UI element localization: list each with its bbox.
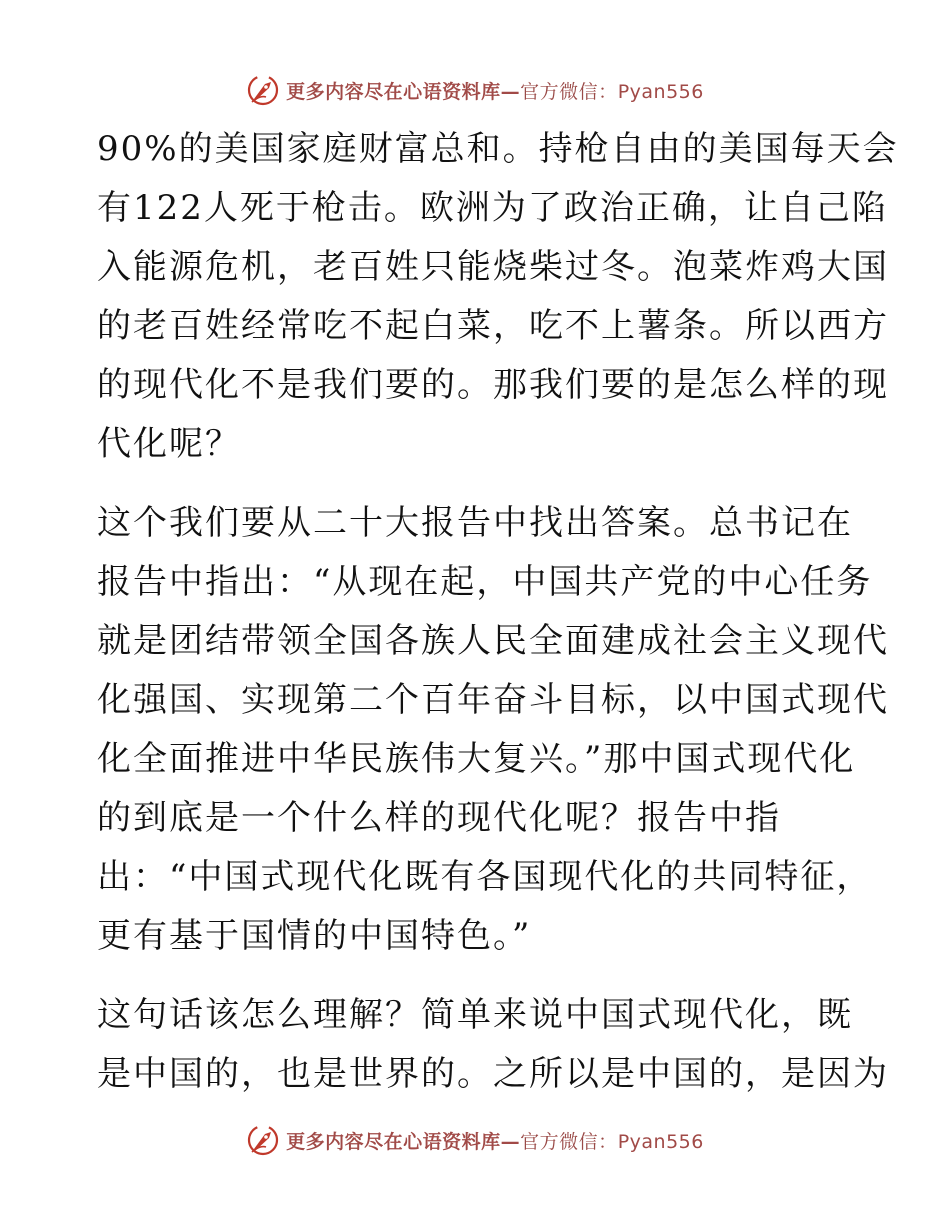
footer-banner-wechat-label: 官方微信： xyxy=(520,1130,618,1153)
text-line: 这个我们要从二十大报告中找出答案。总书记在 xyxy=(97,503,853,543)
text-line: 就是团结带领全国各族人民全面建成社会主义现代 xyxy=(97,621,889,661)
paragraph-2 xyxy=(97,494,889,966)
paragraph-1 xyxy=(97,120,899,474)
footer-banner-text xyxy=(286,1127,704,1154)
text-line: 入能源危机，老百姓只能烧柴过冬。泡菜炸鸡大国 xyxy=(97,247,889,287)
footer-banner xyxy=(0,1120,950,1160)
header-banner xyxy=(0,70,950,110)
text-line: 的老百姓经常吃不起白菜，吃不上薯条。所以西方 xyxy=(97,306,889,346)
text-line: 这句话该怎么理解？简单来说中国式现代化，既 xyxy=(97,995,853,1035)
pen-nib-logo-icon xyxy=(246,73,280,107)
footer-banner-title: 更多内容尽在心语资料库 xyxy=(286,1130,501,1153)
header-banner-text xyxy=(286,77,704,104)
footer-banner-dash: — xyxy=(500,1130,521,1153)
text-line: 化强国、实现第二个百年奋斗目标，以中国式现代 xyxy=(97,680,889,720)
text-line: 化全面推进中华民族伟大复兴。”那中国式现代化 xyxy=(97,739,856,779)
text-line: 更有基于国情的中国特色。” xyxy=(97,916,532,956)
text-line: 代化呢？ xyxy=(97,424,241,464)
footer-banner-wechat-id: Pyan556 xyxy=(617,1130,704,1153)
text-line: 90%的美国家庭财富总和。持枪自由的美国每天会 xyxy=(97,129,899,169)
header-banner-title: 更多内容尽在心语资料库 xyxy=(286,80,501,103)
paragraph-3 xyxy=(97,986,889,1104)
text-line: 出：“中国式现代化既有各国现代化的共同特征， xyxy=(97,857,873,897)
text-line: 是中国的，也是世界的。之所以是中国的，是因为 xyxy=(97,1054,889,1094)
text-line: 的现代化不是我们要的。那我们要的是怎么样的现 xyxy=(97,365,889,405)
text-line: 的到底是一个什么样的现代化呢？报告中指 xyxy=(97,798,781,838)
paragraph-gap xyxy=(97,474,857,494)
header-banner-wechat-label: 官方微信： xyxy=(520,80,618,103)
header-banner-dash: — xyxy=(500,80,521,103)
pen-nib-logo-icon xyxy=(246,1123,280,1157)
text-line: 报告中指出：“从现在起，中国共产党的中心任务 xyxy=(97,562,873,602)
document-body xyxy=(97,120,899,1104)
text-line: 有122人死于枪击。欧洲为了政治正确，让自己陷 xyxy=(97,188,888,228)
paragraph-gap xyxy=(97,966,857,986)
header-banner-wechat-id: Pyan556 xyxy=(617,80,704,103)
